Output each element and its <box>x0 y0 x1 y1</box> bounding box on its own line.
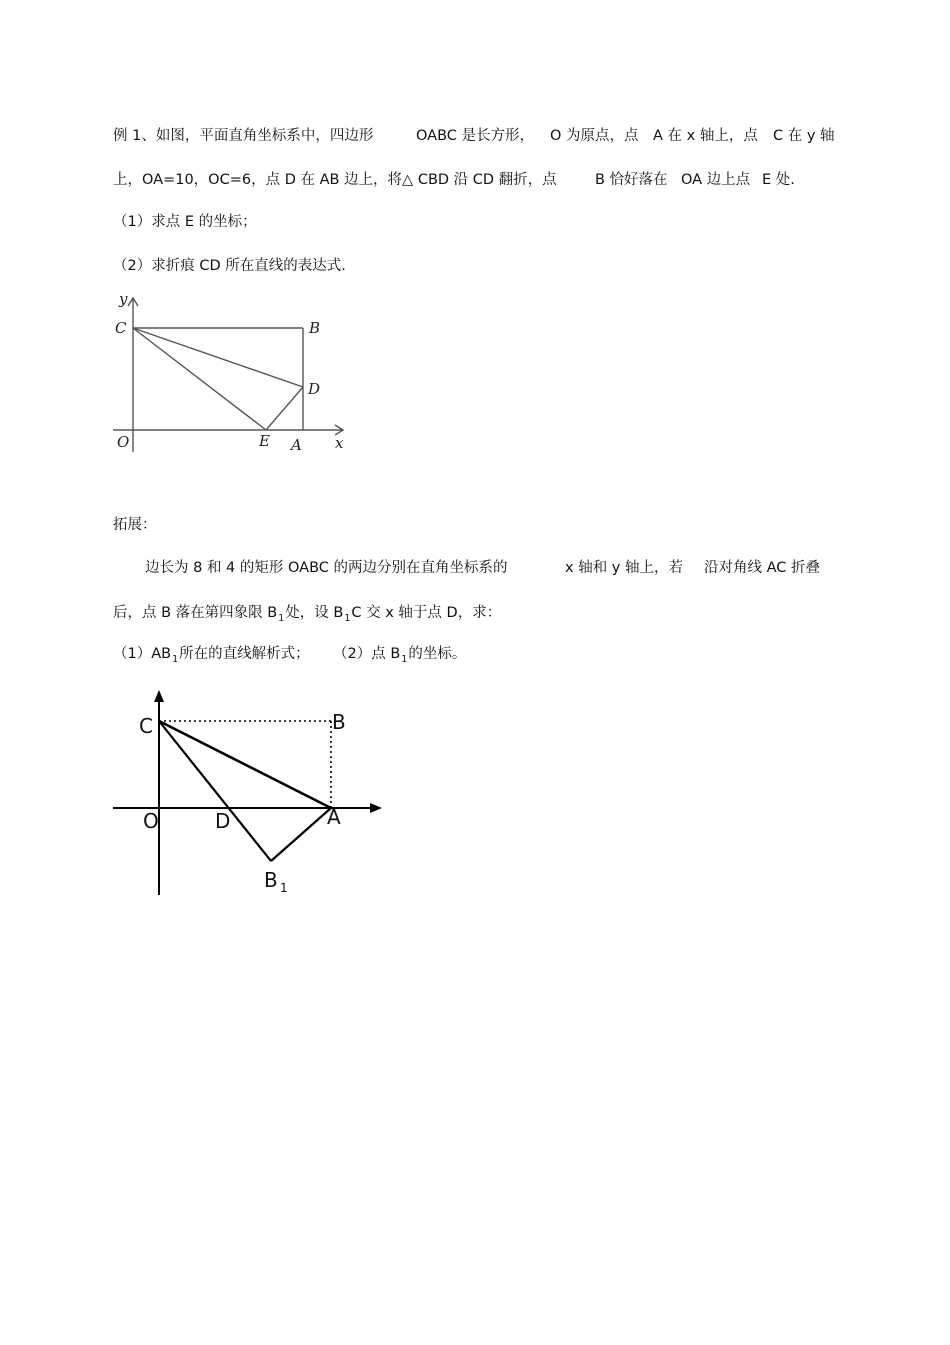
extension-heading-text: 拓展： <box>113 517 157 533</box>
label-b1: B <box>264 868 278 892</box>
label-y: y <box>119 290 128 308</box>
text-part: 后，点 B 落在第四象限 B <box>113 605 278 621</box>
text-segment: OA 边上点 <box>681 172 751 188</box>
label-b: B <box>332 710 346 734</box>
y-axis-arrow <box>154 690 164 702</box>
label-a: A <box>327 805 341 829</box>
example-line-1 <box>0 124 950 148</box>
question-2 <box>0 254 950 278</box>
text-segment: E 处. <box>762 172 795 188</box>
label-c: C <box>115 319 127 337</box>
extension-question-1 <box>113 642 310 668</box>
text-part: （2）点 B <box>333 646 401 662</box>
label-c: C <box>139 714 153 738</box>
extension-questions <box>0 642 950 666</box>
text-part: 处，设 B <box>285 605 344 621</box>
label-x: x <box>335 434 344 452</box>
segment-cb1 <box>159 721 271 861</box>
label-b: B <box>309 319 321 337</box>
question-1-text: （1）求点 E 的坐标； <box>113 214 257 230</box>
label-a: A <box>291 436 302 454</box>
text-segment: 沿对角线 AC 折叠 <box>704 560 821 576</box>
question-2-text: （2）求折痕 CD 所在直线的表达式. <box>113 258 346 274</box>
text-segment: 边长为 8 和 4 的矩形 OABC 的两边分别在直角坐标系的 <box>145 560 508 576</box>
segment-cd <box>133 328 303 387</box>
diagonal-ca <box>159 721 331 808</box>
segment-ce <box>133 328 266 430</box>
extension-heading <box>0 513 950 537</box>
example-line-2 <box>0 168 950 192</box>
subscript: 1 <box>172 654 179 665</box>
extension-line-2 <box>0 601 950 625</box>
text-part: 的坐标。 <box>408 646 467 662</box>
text-segment: x 轴和 y 轴上，若 <box>565 560 683 576</box>
subscript: 1 <box>344 613 351 624</box>
label-b1-subscript: 1 <box>280 881 288 895</box>
text-segment: B 恰好落在 <box>595 172 668 188</box>
x-axis-arrow <box>370 803 382 813</box>
extension-line-1 <box>0 556 950 580</box>
question-1 <box>0 210 950 234</box>
text-segment: C 在 y 轴 <box>773 128 835 144</box>
text-segment: A 在 x 轴上，点 <box>653 128 758 144</box>
text-segment: O 为原点，点 <box>550 128 639 144</box>
label-d: D <box>215 809 231 833</box>
text-part: （1）AB <box>113 646 172 662</box>
extension-line-2-text <box>113 601 501 627</box>
label-o: O <box>117 433 130 451</box>
label-e: E <box>259 432 270 450</box>
text-part: C 交 x 轴于点 D，求： <box>351 605 502 621</box>
text-part: 所在的直线解析式； <box>179 646 310 662</box>
label-d: D <box>308 380 321 398</box>
label-o: O <box>143 809 159 833</box>
segment-b1a <box>271 808 331 861</box>
text-segment: OABC 是长方形， <box>416 128 535 144</box>
extension-question-2 <box>333 642 466 668</box>
subscript: 1 <box>278 613 285 624</box>
segment-ed <box>266 387 303 430</box>
text-segment: 上，OA=10，OC=6，点 D 在 AB 边上，将△ CBD 沿 CD 翻折，点 <box>113 172 557 188</box>
x-axis-arrow <box>335 425 343 435</box>
text-segment: 例 1、如图，平面直角坐标系中，四边形 <box>113 128 374 144</box>
subscript: 1 <box>401 654 408 665</box>
y-axis-arrow <box>128 298 138 306</box>
